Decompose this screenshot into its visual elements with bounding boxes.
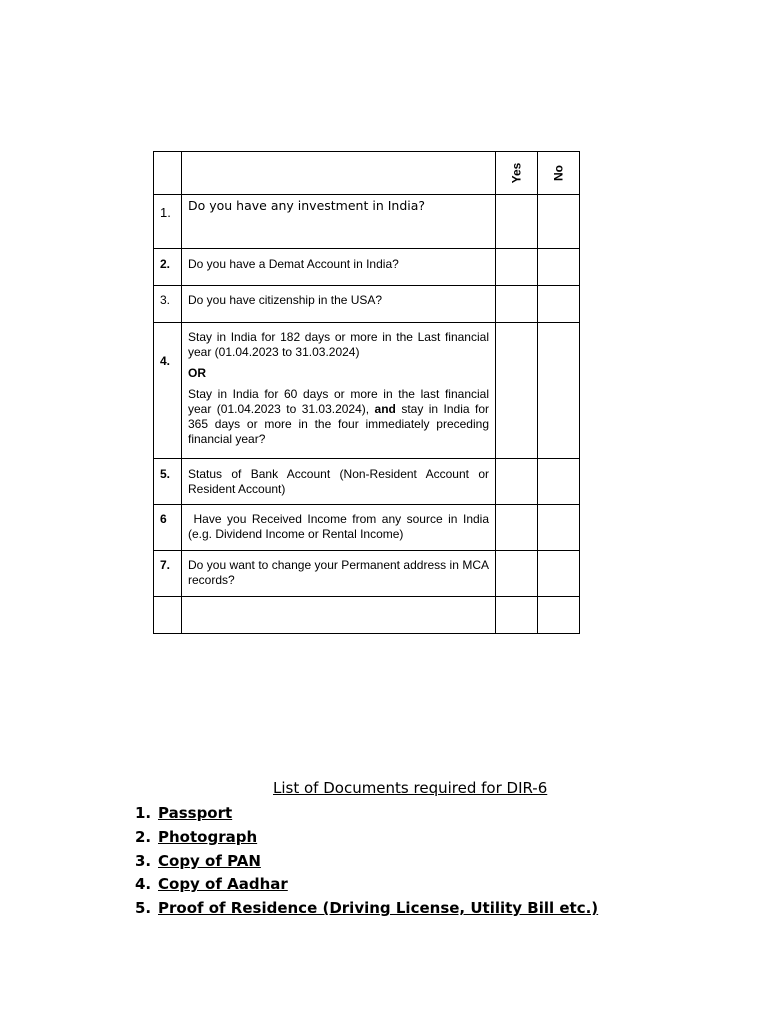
questionnaire-table xyxy=(153,151,580,634)
table-header-row xyxy=(154,152,580,195)
no-answer-cell[interactable] xyxy=(538,459,580,505)
table-row-empty xyxy=(154,597,580,634)
table-row xyxy=(154,323,580,459)
table-row xyxy=(154,286,580,323)
documents-title: List of Documents required for DIR-6 xyxy=(273,779,548,797)
document-label: Photograph xyxy=(158,827,258,846)
table-row xyxy=(154,551,580,597)
table-row xyxy=(154,505,580,551)
question-text: Have you Received Income from any source in India (e.g. Dividend Income or Rental Income) xyxy=(188,512,493,541)
question-text-part2: Stay in India for 60 days or more in the last financial year (01.04.2023 to 31.03.2024), and stay in India for 365 days or more in the four immediately preceding financial year? xyxy=(188,387,490,446)
yes-column-label: Yes xyxy=(509,162,523,184)
list-item: 2. Photograph xyxy=(135,827,258,846)
document-label: Proof of Residence (Driving License, Utility Bill etc.) xyxy=(158,899,599,918)
row-number: 2. xyxy=(160,257,171,271)
question-text: Do you want to change your Permanent address in MCA records? xyxy=(188,558,489,587)
or-separator: OR xyxy=(188,366,206,380)
header-no-cell xyxy=(538,152,580,195)
header-question-cell xyxy=(182,152,496,195)
yes-answer-cell[interactable] xyxy=(496,597,538,634)
row-number: 7. xyxy=(160,558,171,572)
row-number: 5. xyxy=(160,467,171,481)
empty-num-cell xyxy=(154,597,182,634)
row-number: 4. xyxy=(160,354,171,368)
table-row xyxy=(154,459,580,505)
row-number: 1. xyxy=(160,205,171,220)
yes-answer-cell[interactable] xyxy=(496,249,538,286)
document-label: Copy of PAN xyxy=(158,851,261,870)
header-num-cell xyxy=(154,152,182,195)
question-text-part1: Stay in India for 182 days or more in the Last financial year (01.04.2023 to 31.03.2024) xyxy=(188,330,489,359)
table-row xyxy=(154,195,580,249)
list-item: 1. Passport xyxy=(135,804,233,822)
and-emphasis: and xyxy=(374,402,396,416)
yes-answer-cell[interactable] xyxy=(496,505,538,551)
no-answer-cell[interactable] xyxy=(538,505,580,551)
table-row xyxy=(154,249,580,286)
document-label: Copy of Aadhar xyxy=(158,875,288,894)
row-number: 3. xyxy=(160,293,171,307)
question-text: Status of Bank Account (Non-Resident Account or Resident Account) xyxy=(188,467,489,496)
list-item: 4. Copy of Aadhar xyxy=(135,875,288,894)
no-answer-cell[interactable] xyxy=(538,249,580,286)
row-number: 6 xyxy=(160,512,167,526)
no-answer-cell[interactable] xyxy=(538,286,580,323)
no-answer-cell[interactable] xyxy=(538,195,580,249)
empty-question-cell xyxy=(182,597,496,634)
yes-answer-cell[interactable] xyxy=(496,459,538,505)
documents-list xyxy=(135,803,598,922)
document-label: Passport xyxy=(158,804,233,822)
no-column-label: No xyxy=(551,165,565,181)
yes-answer-cell[interactable] xyxy=(496,195,538,249)
question-text: Do you have any investment in India? xyxy=(188,198,426,213)
no-answer-cell[interactable] xyxy=(538,597,580,634)
no-answer-cell[interactable] xyxy=(538,323,580,459)
question-text: Do you have a Demat Account in India? xyxy=(188,257,399,271)
question-text: Do you have citizenship in the USA? xyxy=(188,293,383,307)
list-item: 5. Proof of Residence (Driving License, Utility Bill etc.) xyxy=(135,899,599,918)
yes-answer-cell[interactable] xyxy=(496,323,538,459)
no-answer-cell[interactable] xyxy=(538,551,580,597)
yes-answer-cell[interactable] xyxy=(496,551,538,597)
header-yes-cell xyxy=(496,152,538,195)
list-item: 3. Copy of PAN xyxy=(135,851,261,870)
yes-answer-cell[interactable] xyxy=(496,286,538,323)
